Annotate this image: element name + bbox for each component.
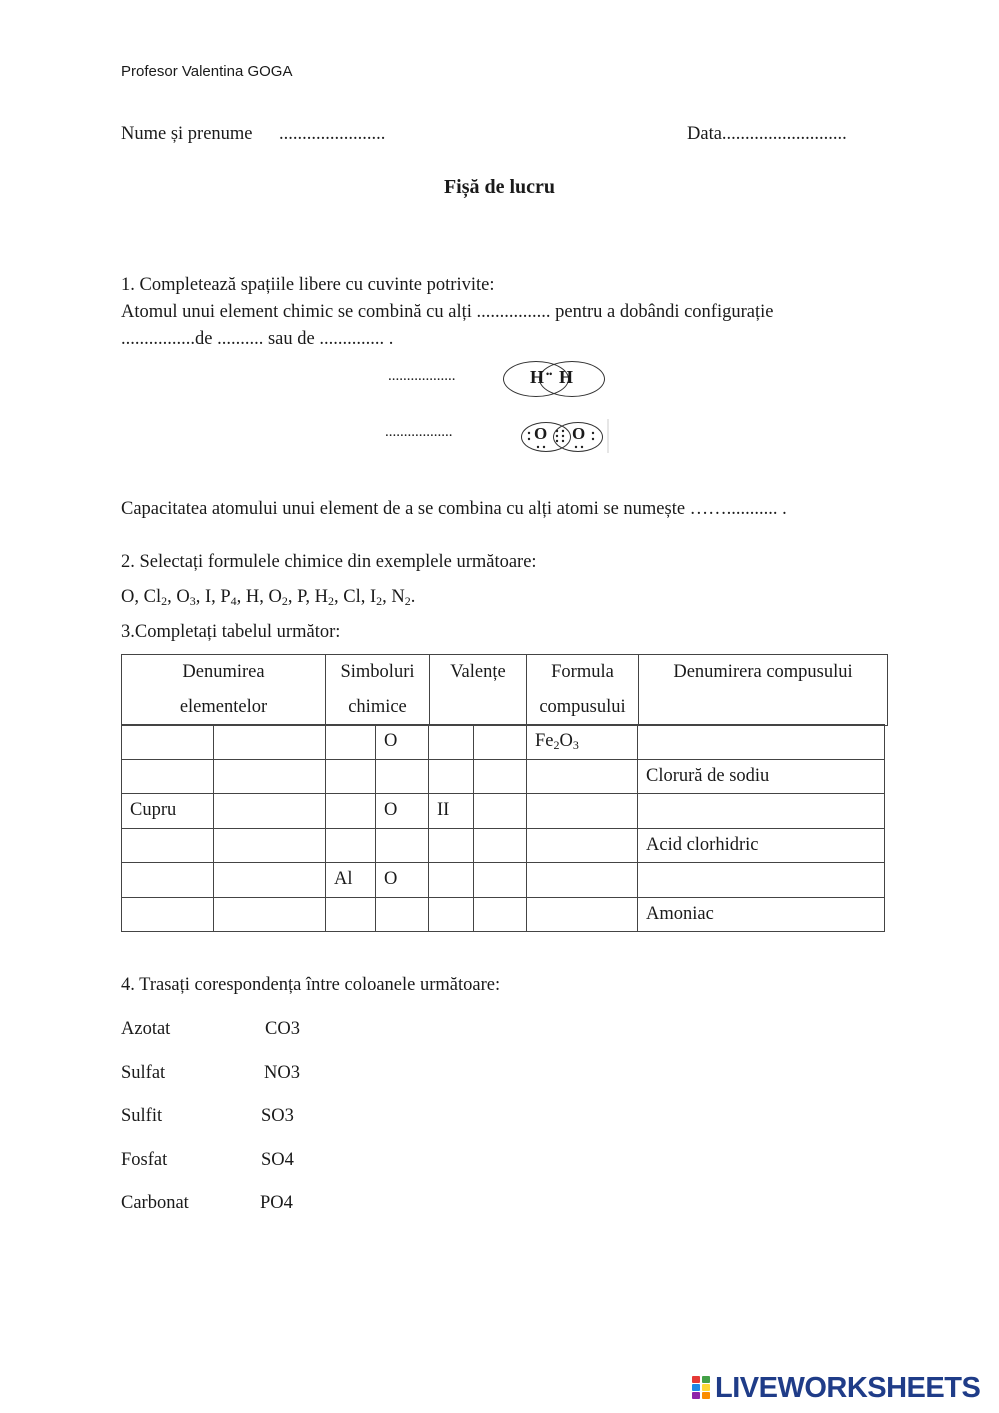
logo-icon — [692, 1376, 712, 1400]
table-cell: $Fe_2O_3$ — [527, 725, 638, 760]
table-row — [122, 863, 885, 898]
o2-blank[interactable]: .................. — [385, 424, 453, 440]
table-cell: Clorură de sodiu — [638, 759, 885, 794]
q1-heading: 1. Completează spațiile libere cu cuvinte potrivite: — [121, 275, 495, 295]
table-cell[interactable] — [429, 897, 474, 932]
match-right-item[interactable]: SO4 — [261, 1149, 294, 1170]
table-cell[interactable] — [326, 725, 376, 760]
table-cell[interactable] — [326, 759, 376, 794]
table-cell[interactable] — [122, 828, 214, 863]
match-left-item[interactable]: Fosfat — [121, 1149, 168, 1170]
match-right-item[interactable]: PO4 — [260, 1193, 293, 1213]
q1-line2: ................de .......... sau de .............. . — [121, 329, 394, 349]
o2-atom-2: O — [572, 424, 586, 443]
table-cell[interactable] — [376, 897, 429, 932]
page-title: Fișă de lucru — [443, 176, 556, 198]
table-cell: Cupru — [122, 794, 214, 829]
o2-electron-dots — [519, 417, 611, 455]
table-cell: O — [376, 794, 429, 829]
table-cell[interactable] — [474, 794, 527, 829]
table-cell[interactable] — [214, 794, 326, 829]
table-cell[interactable] — [376, 759, 429, 794]
match-left-item[interactable]: Sulfit — [121, 1106, 163, 1126]
table-cell[interactable] — [214, 725, 326, 760]
table-cell[interactable] — [214, 828, 326, 863]
logo-square — [692, 1392, 700, 1399]
match-right-item[interactable]: CO3 — [265, 1019, 300, 1039]
table-cell[interactable] — [214, 863, 326, 898]
table-row — [122, 759, 885, 794]
table-row — [122, 725, 885, 760]
table-cell[interactable] — [326, 828, 376, 863]
h2-atom-1: H — [530, 367, 545, 387]
h2-bond-dots: •• — [546, 369, 553, 379]
match-right-item[interactable]: SO3 — [261, 1106, 294, 1126]
logo-text: LIVEWORKSHEETS — [715, 1371, 981, 1404]
header-cell-valences: Valențe — [430, 655, 527, 726]
table-row — [122, 828, 885, 863]
h2-molecule-diagram — [497, 353, 613, 401]
table-cell[interactable] — [122, 725, 214, 760]
match-left-item[interactable]: Sulfat — [121, 1062, 166, 1083]
table-cell[interactable] — [527, 863, 638, 898]
table-cell: Acid clorhidric — [638, 828, 885, 863]
logo-square — [702, 1376, 710, 1383]
o2-molecule-diagram — [519, 417, 611, 455]
h2-atom-2: H — [559, 367, 574, 387]
table-cell: II — [429, 794, 474, 829]
q1-line1: Atomul unui element chimic se combină cu alți ................ pentru a dobândi configurație — [121, 302, 774, 322]
table-cell[interactable] — [527, 759, 638, 794]
o2-atom-1: O — [534, 424, 548, 443]
header-cell-formula: Formula compusului — [527, 655, 639, 726]
table-cell[interactable] — [429, 725, 474, 760]
table-cell[interactable] — [527, 794, 638, 829]
logo-square — [702, 1392, 710, 1399]
header-cell-compound-name: Denumirera compusului — [639, 655, 888, 726]
logo-square — [702, 1384, 710, 1391]
table-cell[interactable] — [474, 759, 527, 794]
table-cell[interactable] — [429, 863, 474, 898]
table-cell: Amoniac — [638, 897, 885, 932]
table-cell[interactable] — [214, 759, 326, 794]
header-cell-symbols: Simboluri chimice — [326, 655, 430, 726]
match-right-item[interactable]: NO3 — [264, 1062, 300, 1083]
q2-heading: 2. Selectați formulele chimice din exemplele următoare: — [121, 552, 537, 572]
header-cell-elements: Denumirea elementelor — [122, 655, 326, 726]
q2-formulas[interactable]: O, $Cl_2$, $O_3$, I, $P_4$, H, $O_2$, P, $H_2$, Cl, $I_2$, $N_2$. — [121, 587, 416, 608]
q4-heading: 4. Trasați corespondența între coloanele următoare: — [121, 975, 501, 995]
name-blank[interactable]: ....................... — [279, 124, 386, 144]
table-cell: O — [376, 863, 429, 898]
capacity-sentence: Capacitatea atomului unui element de a se combina cu alți atomi se numește ……........... . — [121, 499, 787, 519]
table-cell[interactable] — [326, 897, 376, 932]
table-header — [121, 654, 888, 726]
table-cell[interactable] — [376, 828, 429, 863]
table-cell[interactable] — [429, 759, 474, 794]
table-cell[interactable] — [638, 863, 885, 898]
table-cell[interactable] — [122, 863, 214, 898]
logo-square — [692, 1376, 700, 1383]
author-line: Profesor Valentina GOGA — [121, 63, 293, 80]
h2-blank[interactable]: .................. — [388, 368, 456, 384]
table-cell[interactable] — [474, 897, 527, 932]
match-left-item[interactable]: Azotat — [121, 1019, 171, 1039]
table-cell[interactable] — [122, 897, 214, 932]
date-field[interactable]: Data........................... — [687, 124, 847, 144]
table-cell: Al — [326, 863, 376, 898]
table-cell[interactable] — [638, 794, 885, 829]
table-cell[interactable] — [474, 725, 527, 760]
logo-square — [692, 1384, 700, 1391]
table-cell[interactable] — [214, 897, 326, 932]
table-cell[interactable] — [429, 828, 474, 863]
match-left-item[interactable]: Carbonat — [121, 1193, 189, 1213]
table-cell: O — [376, 725, 429, 760]
table-row — [122, 897, 885, 932]
table-cell[interactable] — [122, 759, 214, 794]
table-cell[interactable] — [474, 828, 527, 863]
compound-table — [121, 724, 885, 932]
table-row — [122, 794, 885, 829]
table-cell[interactable] — [527, 897, 638, 932]
liveworksheets-logo — [692, 1373, 980, 1403]
q3-heading: 3.Completați tabelul următor: — [121, 622, 341, 642]
table-cell[interactable] — [527, 828, 638, 863]
table-cell[interactable] — [638, 725, 885, 760]
table-cell[interactable] — [474, 863, 527, 898]
name-label: Nume și prenume — [121, 124, 253, 144]
table-cell[interactable] — [326, 794, 376, 829]
